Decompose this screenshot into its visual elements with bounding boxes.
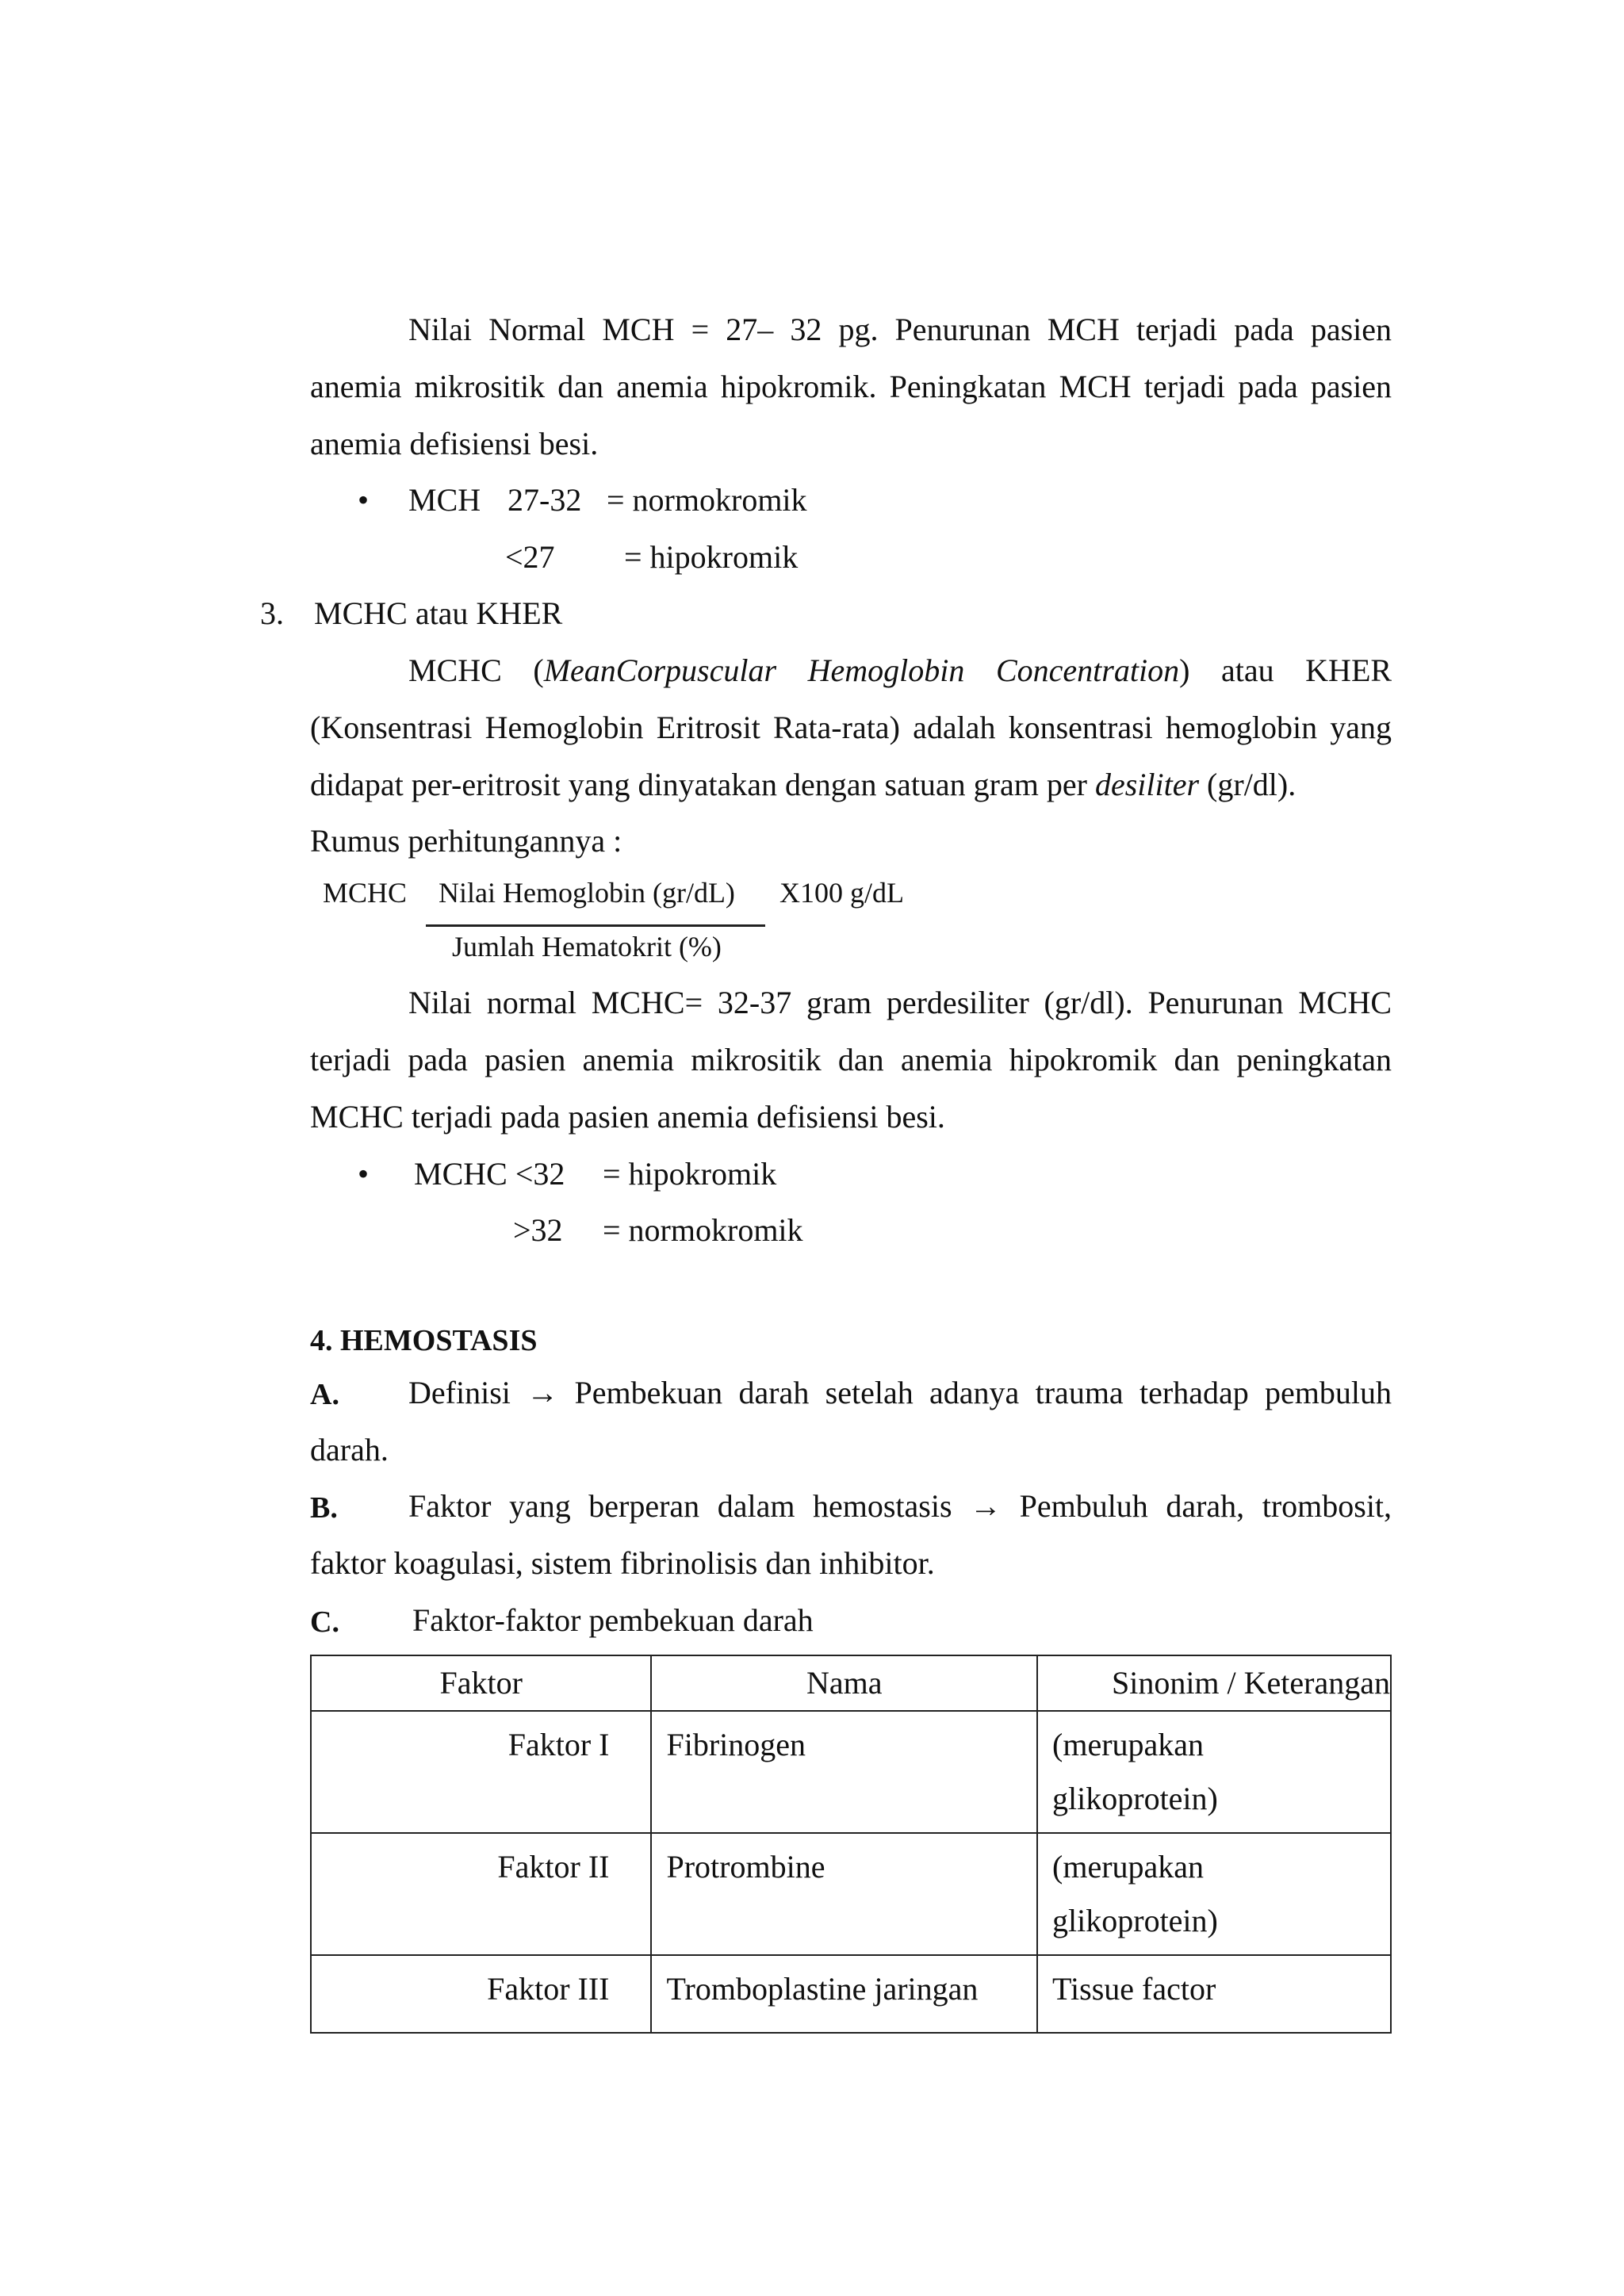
formula-denominator: Jumlah Hematokrit (%) xyxy=(452,931,722,962)
mchc-normal-line-1 xyxy=(310,983,1392,1023)
keterangan-line-2: glikoprotein) xyxy=(1052,1903,1218,1938)
table-cell-keterangan xyxy=(1037,1833,1391,1955)
word: pasien xyxy=(1310,312,1392,347)
word: normal xyxy=(486,985,577,1020)
word: MCH xyxy=(602,312,675,347)
word: adalah xyxy=(913,710,996,745)
word: berperan xyxy=(588,1488,700,1524)
mchc-def-line-3 xyxy=(310,765,1296,805)
mch-bullet: • xyxy=(358,482,370,518)
hemostasis-b-line-2: faktor koagulasi, sistem fibrinolisis dan inhibitor. xyxy=(310,1545,935,1581)
mchc-item2-result: = normokromik xyxy=(603,1212,803,1248)
word: Pembekuan xyxy=(574,1375,723,1410)
word: hemostasis xyxy=(812,1488,952,1524)
mchc-def-word-atau: atau xyxy=(1220,652,1274,688)
word: (gr/dl). xyxy=(1044,985,1133,1020)
word: trauma xyxy=(1035,1375,1124,1410)
hemostasis-a-label: A. xyxy=(310,1378,339,1411)
hemostasis-b-line-1 xyxy=(408,1487,1392,1526)
mchc-def-line-1 xyxy=(310,651,1392,691)
word: terhadap xyxy=(1139,1375,1249,1410)
word: MCHC xyxy=(1298,985,1392,1020)
table-header-nama: Nama xyxy=(651,1655,1037,1711)
word: darah, xyxy=(1166,1488,1245,1524)
mch-item2-result: = hipokromik xyxy=(624,539,799,575)
word: hipokromik. xyxy=(720,369,877,404)
mchc-def-line-3-unit: (gr/dl). xyxy=(1199,767,1297,802)
word: dan xyxy=(837,1042,884,1077)
word: perdesiliter xyxy=(886,985,1029,1020)
word: yang xyxy=(1330,710,1392,745)
word: darah xyxy=(738,1375,810,1410)
hemostasis-heading: 4. HEMOSTASIS xyxy=(310,1324,538,1357)
mchc-def-italic-2: Hemoglobin xyxy=(807,652,965,688)
word: terjadi xyxy=(1136,312,1218,347)
word: pada xyxy=(1238,369,1298,404)
table-header-row xyxy=(311,1655,1391,1711)
formula-numerator: Nilai Hemoglobin (gr/dL) xyxy=(439,877,735,909)
mch-item1-value: 27-32 xyxy=(508,482,582,518)
word: Faktor xyxy=(408,1488,492,1524)
mchc-item1-result: = hipokromik xyxy=(603,1156,777,1192)
word: 32 xyxy=(790,312,822,347)
table-row xyxy=(311,1833,1391,1955)
word: Nilai xyxy=(408,312,472,347)
word: MCH xyxy=(1047,312,1120,347)
table-cell-keterangan xyxy=(1037,1711,1391,1833)
word: anemia xyxy=(310,369,402,404)
mchc-bullet: • xyxy=(358,1156,370,1192)
word: → xyxy=(527,1375,559,1410)
mch-item2-value: <27 xyxy=(505,539,555,575)
hemostasis-c-label: C. xyxy=(310,1605,339,1639)
formula-multiplier: X100 g/dL xyxy=(779,877,904,909)
formula-intro: Rumus perhitungannya : xyxy=(310,823,622,859)
table-cell-keterangan xyxy=(1037,1955,1391,2033)
word: Definisi xyxy=(408,1375,511,1410)
word: gram xyxy=(806,985,872,1020)
mchc-def-italic-3: Concentration xyxy=(995,652,1180,688)
word: → xyxy=(970,1488,1002,1524)
table-cell-nama: Fibrinogen xyxy=(651,1711,1037,1833)
word: hemoglobin xyxy=(1165,710,1318,745)
coagulation-factor-table xyxy=(310,1655,1392,2034)
table-cell-faktor: Faktor II xyxy=(311,1833,651,1955)
word: dan xyxy=(1174,1042,1220,1077)
word: dalam xyxy=(717,1488,795,1524)
mchc-normal-line-2 xyxy=(310,1040,1392,1080)
mchc-item2-value: >32 xyxy=(513,1212,563,1248)
hemostasis-a-line-2: darah. xyxy=(310,1432,389,1468)
table-cell-nama: Protrombine xyxy=(651,1833,1037,1955)
word: adanya xyxy=(929,1375,1020,1410)
word: konsentrasi xyxy=(1008,710,1153,745)
mchc-def-line-3-text: didapat per-eritrosit yang dinyatakan dengan satuan gram per xyxy=(310,767,1095,802)
word: yang xyxy=(508,1488,571,1524)
hemostasis-b-label: B. xyxy=(310,1491,338,1525)
word: MCH xyxy=(1059,369,1132,404)
word: terjadi xyxy=(1143,369,1226,404)
word: anemia xyxy=(900,1042,993,1077)
keterangan-line-1: (merupakan xyxy=(1052,1727,1205,1762)
keterangan-line-1: Tissue factor xyxy=(1052,1971,1216,2007)
mchc-def-line-3-italic: desiliter xyxy=(1094,767,1200,802)
mchc-def-word-kher: KHER xyxy=(1305,652,1392,688)
mch-normal-line-3: anemia defisiensi besi. xyxy=(310,426,599,461)
mchc-def-italic-group-end xyxy=(996,652,1189,688)
paren-open: ( xyxy=(533,652,544,688)
word: dan xyxy=(557,369,604,404)
mchc-item1-label: MCHC <32 xyxy=(414,1156,565,1192)
word: Rata-rata) xyxy=(773,710,900,745)
mch-item1-result: = normokromik xyxy=(607,482,807,518)
word: pembuluh xyxy=(1265,1375,1392,1410)
word: Hemoglobin xyxy=(485,710,644,745)
keterangan-line-1: (merupakan xyxy=(1052,1849,1205,1885)
hemostasis-a-line-1 xyxy=(408,1373,1392,1413)
formula-label: MCHC xyxy=(323,877,408,909)
mchc-heading-number: 3. xyxy=(260,595,284,631)
mch-item1-label: MCH xyxy=(408,482,481,518)
mch-normal-line-1 xyxy=(310,310,1392,350)
keterangan-line-2: glikoprotein) xyxy=(1052,1781,1218,1816)
mchc-def-word: MCHC xyxy=(408,652,502,688)
word: Penurunan xyxy=(894,312,1031,347)
word: pasien xyxy=(1310,369,1392,404)
word: = xyxy=(691,312,710,347)
word: pada xyxy=(1234,312,1294,347)
word: setelah xyxy=(825,1375,914,1410)
hemostasis-c-text: Faktor-faktor pembekuan darah xyxy=(412,1602,814,1638)
word: Penurunan xyxy=(1147,985,1284,1020)
word: pasien xyxy=(485,1042,566,1077)
word: 27– xyxy=(726,312,774,347)
word: Nilai xyxy=(408,985,472,1020)
mch-normal-line-2 xyxy=(310,367,1392,407)
table-cell-faktor: Faktor III xyxy=(311,1955,651,2033)
word: pada xyxy=(408,1042,468,1077)
word: mikrositik xyxy=(691,1042,822,1077)
word: trombosit, xyxy=(1262,1488,1392,1524)
word: peningkatan xyxy=(1236,1042,1392,1077)
mchc-heading: MCHC atau KHER xyxy=(314,595,563,631)
word: mikrositik xyxy=(414,369,546,404)
word: Pembuluh xyxy=(1019,1488,1148,1524)
table-row xyxy=(311,1955,1391,2033)
table-header-keterangan: Sinonim / Keterangan xyxy=(1037,1655,1391,1711)
mchc-def-italic-1: MeanCorpuscular xyxy=(543,652,777,688)
word: MCHC= xyxy=(591,985,703,1020)
table-cell-nama: Tromboplastine jaringan xyxy=(651,1955,1037,2033)
word: anemia xyxy=(616,369,708,404)
mchc-def-italic-group xyxy=(533,652,776,688)
word: pg. xyxy=(838,312,879,347)
word: hipokromik xyxy=(1009,1042,1158,1077)
word: anemia xyxy=(582,1042,675,1077)
word: Eritrosit xyxy=(656,710,760,745)
mchc-normal-line-3: MCHC terjadi pada pasien anemia defisiensi besi. xyxy=(310,1099,945,1135)
word: (Konsentrasi xyxy=(310,710,473,745)
table-header-faktor: Faktor xyxy=(311,1655,651,1711)
word: Peningkatan xyxy=(889,369,1047,404)
mchc-def-line-2 xyxy=(310,708,1392,748)
table-row xyxy=(311,1711,1391,1833)
word: Normal xyxy=(488,312,586,347)
word: 32-37 xyxy=(717,985,792,1020)
word: terjadi xyxy=(310,1042,392,1077)
table-cell-faktor: Faktor I xyxy=(311,1711,651,1833)
formula-fraction-bar xyxy=(426,924,765,927)
paren-close: ) xyxy=(1179,652,1190,688)
